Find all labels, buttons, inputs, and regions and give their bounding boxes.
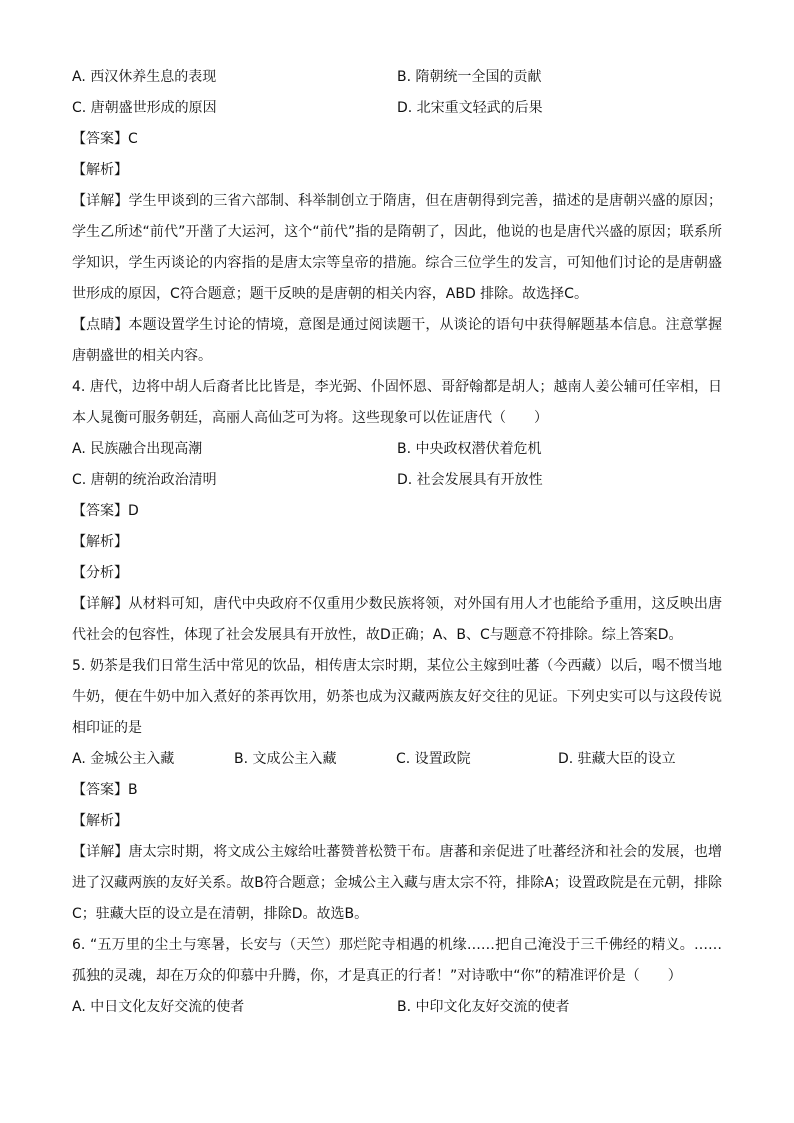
q6-options-row-1: [72, 992, 722, 1023]
q3-options-row-2: [72, 93, 722, 124]
q4-fenxi-heading: 【分析】: [72, 565, 128, 581]
q3-option-b[interactable]: B. 隋朝统一全国的贡献: [397, 69, 542, 85]
q4-answer: 【答案】D: [72, 503, 139, 519]
q4-analysis-heading: 【解析】: [72, 534, 128, 550]
q3-analysis-heading: 【解析】: [72, 162, 128, 178]
q3-option-d[interactable]: D. 北宋重文轻武的后果: [397, 100, 543, 116]
q6-option-b[interactable]: B. 中印文化友好交流的使者: [397, 999, 570, 1015]
q3-answer: 【答案】C: [72, 131, 138, 147]
q4-option-d[interactable]: D. 社会发展具有开放性: [397, 472, 543, 488]
q5-analysis-heading: 【解析】: [72, 813, 128, 829]
q5-option-c[interactable]: C. 设置政院: [396, 751, 471, 767]
q3-comment: 【点睛】本题设置学生讨论的情境，意图是通过阅读题干，从谈论的语句中获得解题基本信息。注意掌握唐朝盛世的相关内容。: [72, 317, 722, 364]
q4-option-b[interactable]: B. 中央政权潜伏着危机: [397, 441, 542, 457]
q5-detail: 【详解】唐太宗时期，将文成公主嫁给吐蕃赞普松赞干布。唐蕃和亲促进了吐蕃经济和社会的发展，也增进了汉藏两族的友好关系。故B符合题意；金城公主入藏与唐太宗不符，排除A；设置政院是在元朝，排除C；驻藏大臣的设立是在清朝，排除D。故选B。: [72, 844, 722, 922]
q5-answer: 【答案】B: [72, 782, 138, 798]
q4-stem: 4. 唐代，边将中胡人后裔者比比皆是，李光弼、仆固怀恩、哥舒翰都是胡人；越南人姜公辅可任宰相，日本人晁衡可服务朝廷，高丽人高仙芝可为将。这些现象可以佐证唐代（ ）: [72, 379, 722, 426]
q5-option-a[interactable]: A. 金城公主入藏: [72, 751, 175, 767]
q4-detail: 【详解】从材料可知，唐代中央政府不仅重用少数民族将领，对外国有用人才也能给予重用，这反映出唐代社会的包容性，体现了社会发展具有开放性，故D正确；A、B、C与题意不符排除。综上答案D。: [72, 596, 722, 643]
q5-stem: 5. 奶茶是我们日常生活中常见的饮品，相传唐太宗时期，某位公主嫁到吐蕃（今西藏）以后，喝不惯当地牛奶，便在牛奶中加入煮好的茶再饮用，奶茶也成为汉藏两族友好交往的见证。下列史实可以与这段传说相印证的是: [72, 658, 722, 736]
q4-option-a[interactable]: A. 民族融合出现高潮: [72, 441, 203, 457]
q6-option-a[interactable]: A. 中日文化友好交流的使者: [72, 999, 245, 1015]
q5-options-row: [72, 744, 722, 775]
q6-stem: 6. “五万里的尘土与寒暑，长安与（天竺）那烂陀寺相遇的机缘……把自己淹没于三千佛经的精义。……孤独的灵魂，却在万众的仰慕中升腾，你，才是真正的行者！”对诗歌中“你”的精准评价是（ ）: [72, 937, 722, 984]
q4-options-row-1: [72, 434, 722, 465]
document-page: [72, 62, 722, 1023]
q5-option-b[interactable]: B. 文成公主入藏: [234, 751, 337, 767]
q3-detail: 【详解】学生甲谈到的三省六部制、科举制创立于隋唐，但在唐朝得到完善，描述的是唐朝兴盛的原因；学生乙所述“前代”开凿了大运河，这个“前代”指的是隋朝了，因此，他说的也是唐代兴盛的原因；联系所学知识，学生丙谈论的内容指的是唐太宗等皇帝的措施。综合三位学生的发言，可知他们讨论的是唐朝盛世形成的原因，C符合题意；题干反映的是唐朝的相关内容，ABD 排除。故选择C。: [72, 193, 722, 302]
q5-option-d[interactable]: D. 驻藏大臣的设立: [558, 751, 676, 767]
q4-options-row-2: [72, 465, 722, 496]
q3-option-a[interactable]: A. 西汉休养生息的表现: [72, 69, 217, 85]
q3-option-c[interactable]: C. 唐朝盛世形成的原因: [72, 100, 217, 116]
q4-option-c[interactable]: C. 唐朝的统治政治清明: [72, 472, 217, 488]
q3-options-row-1: [72, 62, 722, 93]
